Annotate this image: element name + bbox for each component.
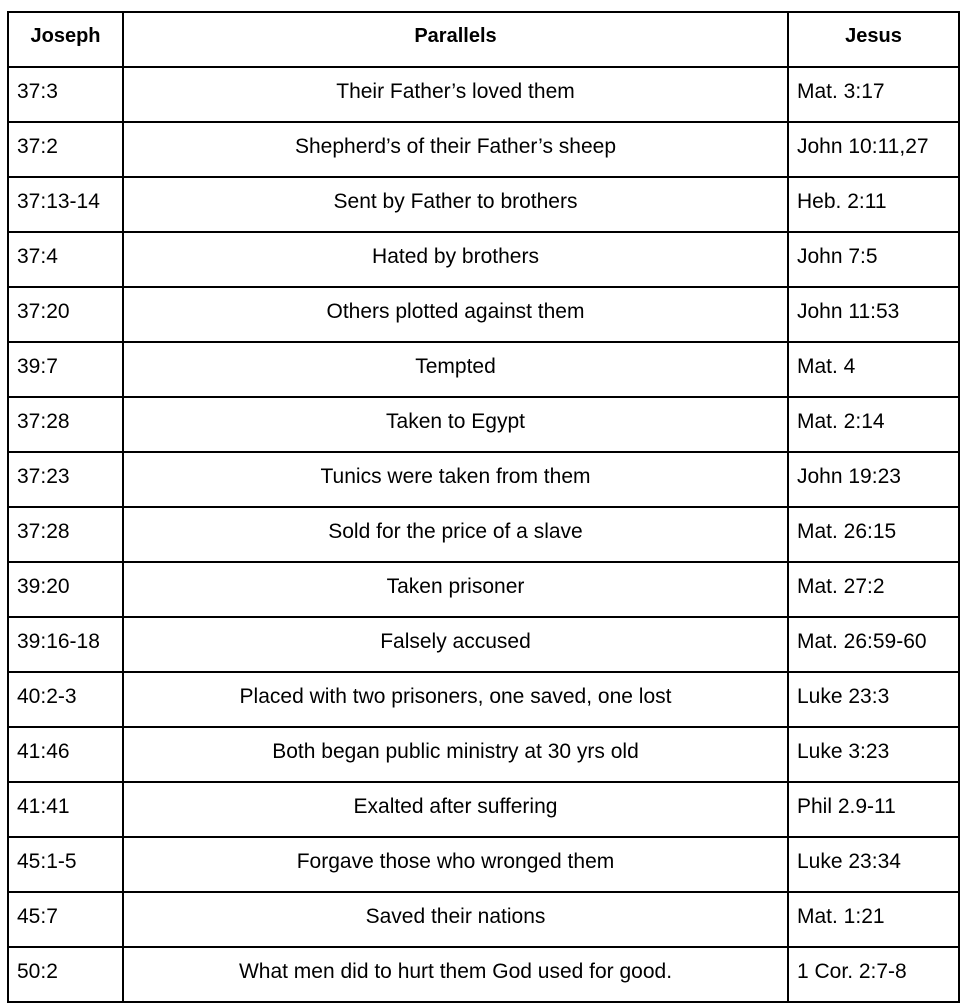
table-body	[8, 67, 959, 1002]
joseph-reference: 37:3	[8, 67, 123, 122]
joseph-reference: 37:4	[8, 232, 123, 287]
table-row	[8, 892, 959, 947]
table-header	[8, 12, 959, 67]
jesus-reference: Luke 23:34	[788, 837, 959, 892]
header-joseph: Joseph	[8, 12, 123, 67]
table-row	[8, 617, 959, 672]
parallel-description: Placed with two prisoners, one saved, one lost	[123, 672, 788, 727]
joseph-reference: 41:46	[8, 727, 123, 782]
table-row	[8, 782, 959, 837]
parallel-description: Their Father’s loved them	[123, 67, 788, 122]
table-row	[8, 177, 959, 232]
parallel-description: Exalted after suffering	[123, 782, 788, 837]
parallel-description: Taken to Egypt	[123, 397, 788, 452]
parallel-description: Tempted	[123, 342, 788, 397]
jesus-reference: John 11:53	[788, 287, 959, 342]
jesus-reference: Luke 3:23	[788, 727, 959, 782]
parallel-description: Hated by brothers	[123, 232, 788, 287]
joseph-reference: 37:13-14	[8, 177, 123, 232]
jesus-reference: Heb. 2:11	[788, 177, 959, 232]
joseph-reference: 39:7	[8, 342, 123, 397]
table-row	[8, 672, 959, 727]
joseph-reference: 45:7	[8, 892, 123, 947]
joseph-reference: 37:28	[8, 397, 123, 452]
parallel-description: Falsely accused	[123, 617, 788, 672]
jesus-reference: Phil 2.9-11	[788, 782, 959, 837]
parallel-description: What men did to hurt them God used for good.	[123, 947, 788, 1002]
jesus-reference: Mat. 26:15	[788, 507, 959, 562]
parallel-description: Taken prisoner	[123, 562, 788, 617]
jesus-reference: Mat. 26:59-60	[788, 617, 959, 672]
table-row	[8, 727, 959, 782]
table-row	[8, 452, 959, 507]
jesus-reference: Mat. 27:2	[788, 562, 959, 617]
jesus-reference: John 10:11,27	[788, 122, 959, 177]
header-parallels: Parallels	[123, 12, 788, 67]
parallel-description: Sent by Father to brothers	[123, 177, 788, 232]
parallel-description: Shepherd’s of their Father’s sheep	[123, 122, 788, 177]
jesus-reference: Mat. 1:21	[788, 892, 959, 947]
table-row	[8, 507, 959, 562]
joseph-reference: 37:2	[8, 122, 123, 177]
joseph-reference: 41:41	[8, 782, 123, 837]
table-row	[8, 67, 959, 122]
header-jesus: Jesus	[788, 12, 959, 67]
table-row	[8, 232, 959, 287]
jesus-reference: John 7:5	[788, 232, 959, 287]
parallel-description: Others plotted against them	[123, 287, 788, 342]
joseph-reference: 50:2	[8, 947, 123, 1002]
jesus-reference: Mat. 2:14	[788, 397, 959, 452]
parallels-table	[7, 11, 960, 1003]
parallel-description: Sold for the price of a slave	[123, 507, 788, 562]
parallel-description: Forgave those who wronged them	[123, 837, 788, 892]
parallel-description: Tunics were taken from them	[123, 452, 788, 507]
table-row	[8, 122, 959, 177]
table-row	[8, 342, 959, 397]
joseph-reference: 37:23	[8, 452, 123, 507]
joseph-reference: 37:20	[8, 287, 123, 342]
table-row	[8, 947, 959, 1002]
parallel-description: Both began public ministry at 30 yrs old	[123, 727, 788, 782]
jesus-reference: Luke 23:3	[788, 672, 959, 727]
table-row	[8, 397, 959, 452]
jesus-reference: Mat. 4	[788, 342, 959, 397]
joseph-reference: 37:28	[8, 507, 123, 562]
jesus-reference: Mat. 3:17	[788, 67, 959, 122]
parallel-description: Saved their nations	[123, 892, 788, 947]
table-row	[8, 837, 959, 892]
joseph-reference: 40:2-3	[8, 672, 123, 727]
jesus-reference: 1 Cor. 2:7-8	[788, 947, 959, 1002]
joseph-reference: 39:20	[8, 562, 123, 617]
header-row	[8, 12, 959, 67]
table-row	[8, 562, 959, 617]
table-row	[8, 287, 959, 342]
joseph-reference: 39:16-18	[8, 617, 123, 672]
joseph-reference: 45:1-5	[8, 837, 123, 892]
jesus-reference: John 19:23	[788, 452, 959, 507]
